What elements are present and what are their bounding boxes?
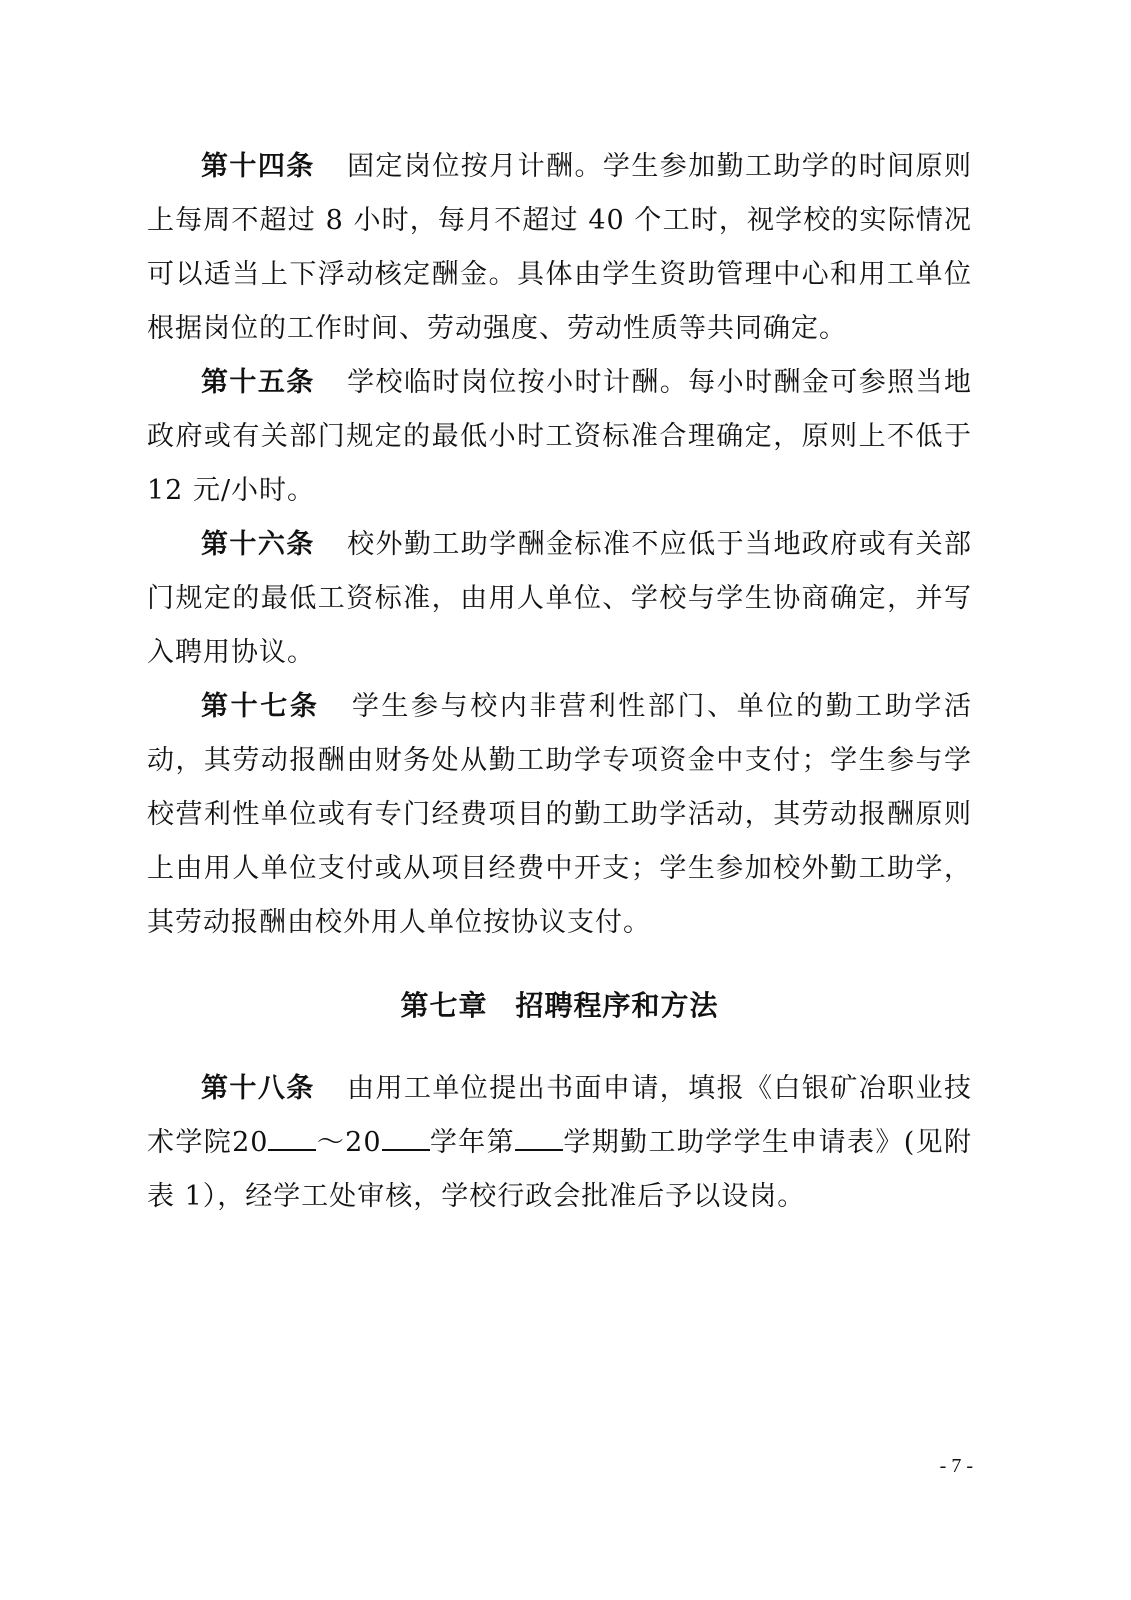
article-17-text: 学生参与校内非营利性部门、单位的勤工助学活动，其劳动报酬由财务处从勤工助学专项资金中支付；学生参与学校营利性单位或有专门经费项目的勤工助学活动，其劳动报酬原则上由用人单位支付或从项目经费中开支；学生参加校外勤工助学，其劳动报酬由校外用人单位按协议支付。: [147, 691, 973, 938]
article-17-label: 第十七条: [201, 691, 320, 722]
document-body: [147, 140, 972, 1224]
page-number: - 7 -: [939, 1455, 973, 1477]
article-18-label: 第十八条: [201, 1073, 315, 1104]
article-18-text-part4: 学期勤工助学学生申请表》(见附表 1），经学工处审核，学校行政会批准后予以设岗。: [147, 1127, 973, 1212]
article-16: [147, 518, 972, 680]
article-18: [147, 1062, 972, 1224]
chapter-title-text: 招聘程序和方法: [515, 989, 719, 1022]
article-18-text-part2: ～20: [316, 1127, 382, 1158]
article-18-text-part3: 学年第: [429, 1127, 516, 1158]
article-15-text: 学校临时岗位按小时计酬。每小时酬金可参照当地政府或有关部门规定的最低小时工资标准合理确定，原则上不低于 12 元/小时。: [147, 367, 973, 506]
article-17: [147, 680, 972, 950]
article-14-label: 第十四条: [201, 151, 315, 182]
article-14-text: 固定岗位按月计酬。学生参加勤工助学的时间原则上每周不超过 8 小时，每月不超过 40 个工时，视学校的实际情况可以适当上下浮动核定酬金。具体由学生资助管理中心和用工单位根据岗位的工作时间、劳动强度、劳动性质等共同确定。: [147, 151, 973, 344]
semester-blank: [515, 1125, 563, 1151]
article-18-text-part1: 由用工单位提出书面申请，填报《白银矿冶职业技术学院20: [147, 1073, 973, 1158]
article-15: [147, 356, 972, 518]
article-15-label: 第十五条: [201, 367, 315, 398]
year-start-blank: [268, 1125, 316, 1151]
article-16-label: 第十六条: [201, 529, 315, 560]
chapter-heading: [147, 978, 972, 1034]
chapter-number: 第七章: [400, 989, 488, 1022]
article-14: [147, 140, 972, 356]
article-16-text: 校外勤工助学酬金标准不应低于当地政府或有关部门规定的最低工资标准，由用人单位、学校与学生协商确定，并写入聘用协议。: [147, 529, 973, 668]
year-end-blank: [382, 1125, 430, 1151]
